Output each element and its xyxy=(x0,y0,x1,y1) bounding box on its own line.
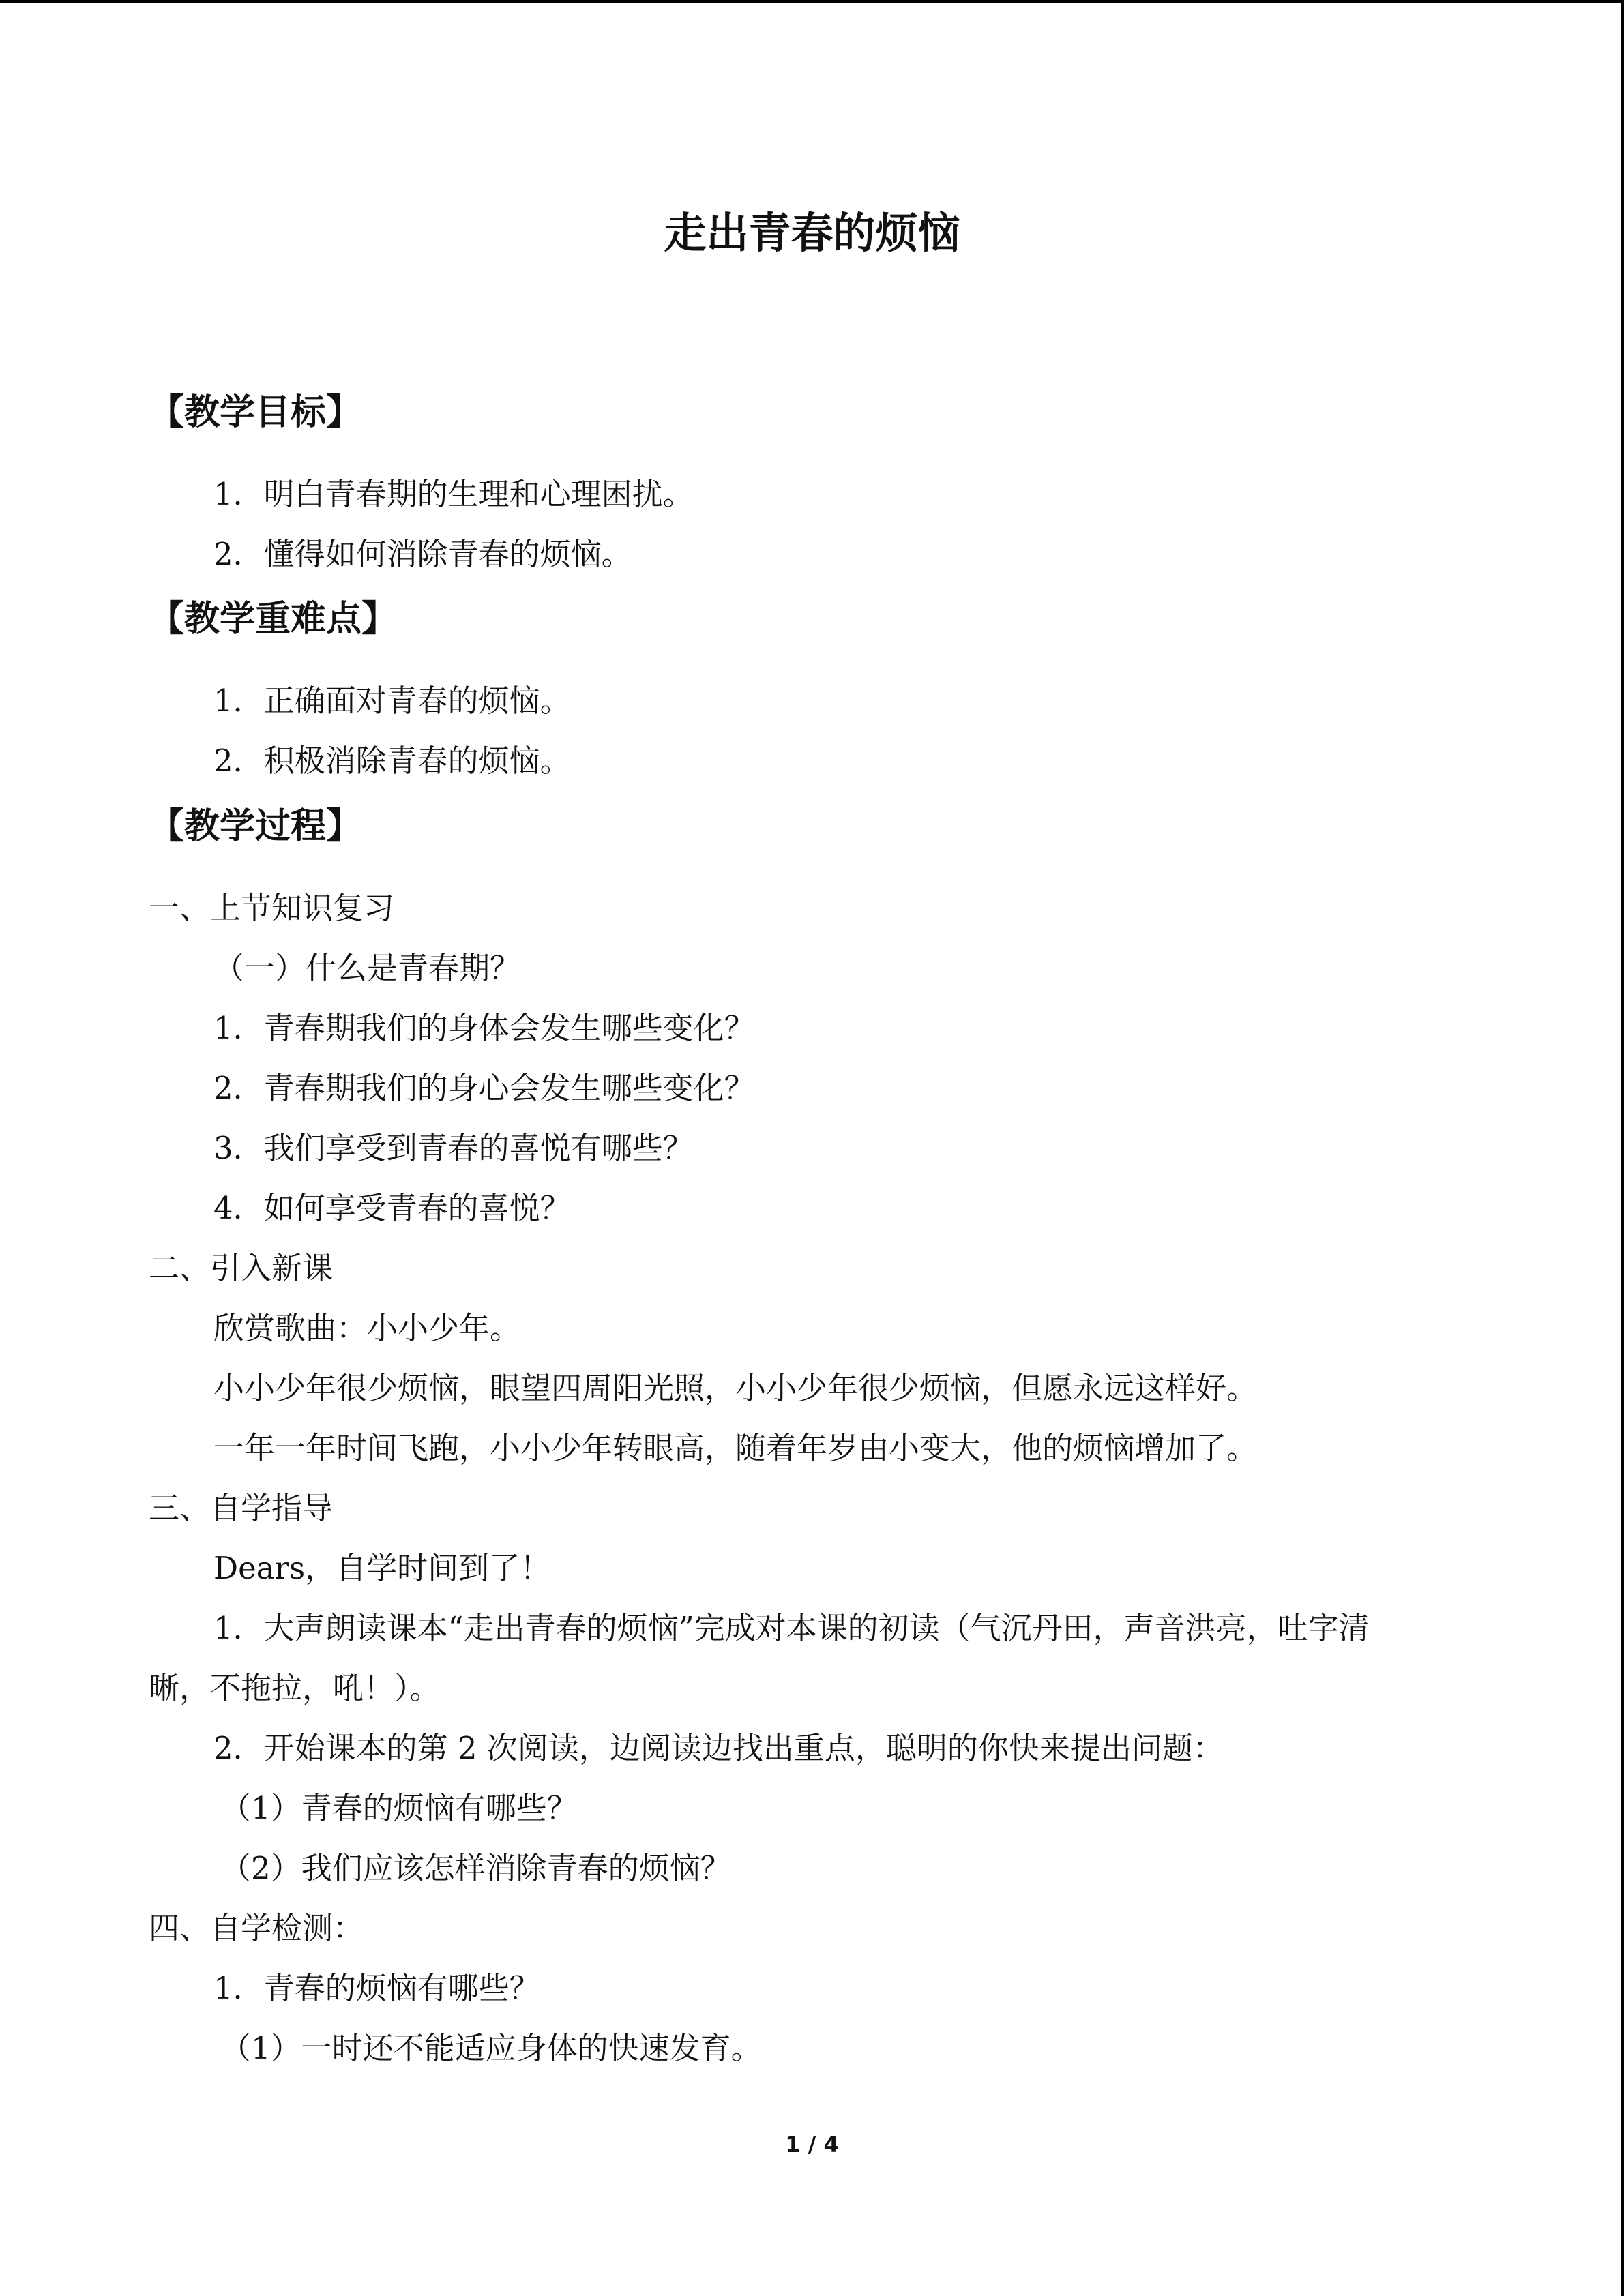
intro-line: 欣赏歌曲：小小少年。 xyxy=(213,1310,521,1346)
review-item: 4．如何享受青春的喜悦？ xyxy=(213,1190,571,1226)
goal-item: 2．懂得如何消除青春的烦恼。 xyxy=(213,536,632,572)
self-study-heading: 三、自学指导 xyxy=(149,1490,334,1526)
page-title: 走出青春的烦恼 xyxy=(664,208,960,258)
intro-line: 小小少年很少烦恼，眼望四周阳光照，小小少年很少烦恼，但愿永远这样好。 xyxy=(213,1370,1258,1406)
self-study-question: （2）我们应该怎样消除青春的烦恼？ xyxy=(220,1850,731,1886)
check-answer: （1）一时还不能适应身体的快速发育。 xyxy=(220,2030,762,2066)
review-item: 3．我们享受到青春的喜悦有哪些？ xyxy=(213,1130,694,1166)
self-study-greeting: Dears，自学时间到了！ xyxy=(213,1550,551,1586)
check-heading: 四、自学检测： xyxy=(149,1910,364,1946)
review-item: 1．青春期我们的身体会发生哪些变化？ xyxy=(213,1010,755,1046)
self-study-step1-continued: 晰，不拖拉，吼！）。 xyxy=(149,1670,441,1706)
self-study-step2: 2．开始课本的第 2 次阅读，边阅读边找出重点，聪明的你快来提出问题： xyxy=(213,1730,1224,1766)
goal-item: 1．明白青春期的生理和心理困扰。 xyxy=(213,476,694,512)
page-border-right xyxy=(1621,0,1624,2296)
section-heading-process: 【教学过程】 xyxy=(149,806,362,847)
intro-heading: 二、引入新课 xyxy=(149,1250,334,1286)
key-point-item: 2．积极消除青春的烦恼。 xyxy=(213,743,571,779)
check-question: 1．青春的烦恼有哪些？ xyxy=(213,1970,540,2006)
self-study-question: （1）青春的烦恼有哪些？ xyxy=(220,1790,578,1826)
key-point-item: 1．正确面对青春的烦恼。 xyxy=(213,683,571,719)
intro-line: 一年一年时间飞跑，小小少年转眼高，随着年岁由小变大，他的烦恼增加了。 xyxy=(213,1430,1258,1466)
review-subheading: （一）什么是青春期？ xyxy=(213,950,521,986)
self-study-step1: 1．大声朗读课本“走出青春的烦恼”完成对本课的初读（气沉丹田，声音洪亮，吐字清 xyxy=(213,1610,1370,1646)
section-heading-key-points: 【教学重难点】 xyxy=(149,599,398,640)
page-number: 1 / 4 xyxy=(785,2132,839,2158)
review-heading: 一、上节知识复习 xyxy=(149,890,395,926)
page-border-top xyxy=(0,0,1624,3)
review-item: 2．青春期我们的身心会发生哪些变化？ xyxy=(213,1070,755,1106)
section-heading-goals: 【教学目标】 xyxy=(149,392,362,433)
